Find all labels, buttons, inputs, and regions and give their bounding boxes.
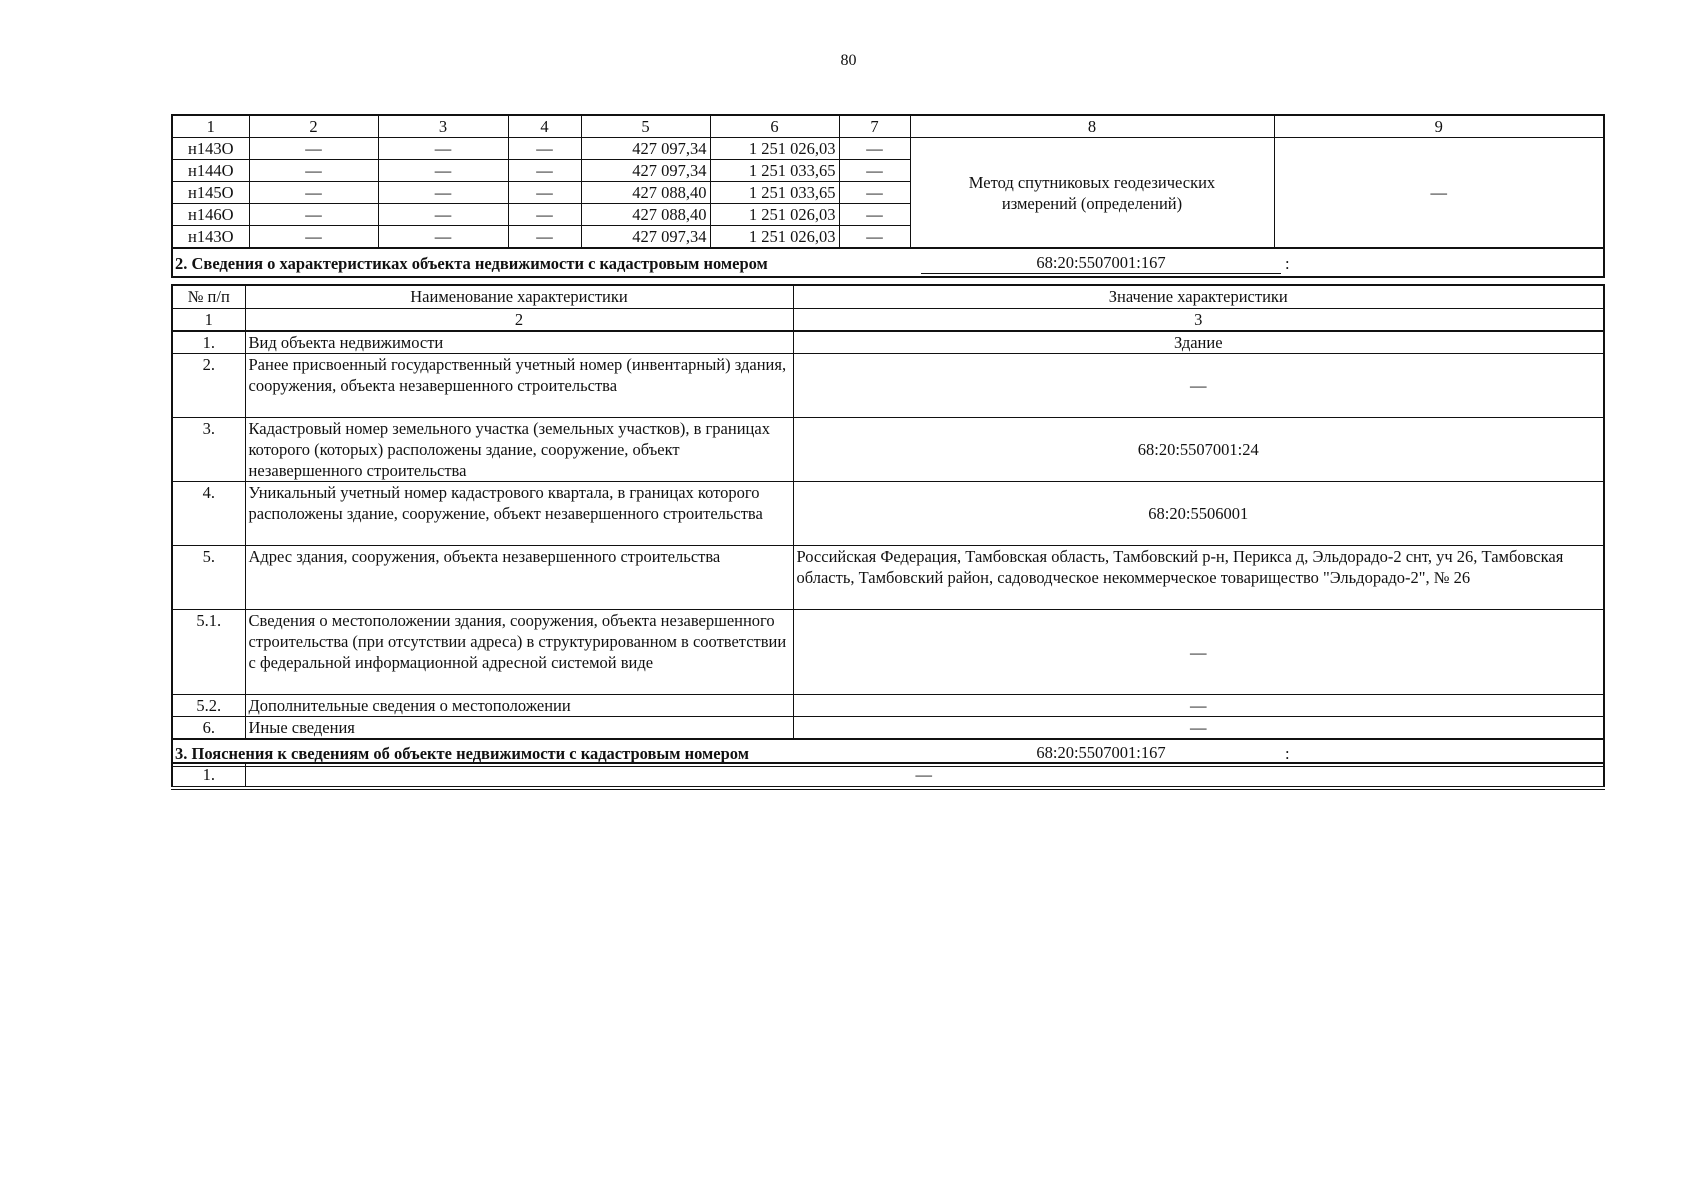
row-name: Вид объекта недвижимости: [245, 331, 793, 354]
cell: —: [508, 226, 581, 249]
row-number: 5.2.: [172, 695, 245, 717]
coords-header-row: [172, 115, 1604, 138]
table-row: [172, 695, 1604, 717]
coord-y: 1 251 026,03: [710, 138, 839, 160]
row-value: 68:20:5506001: [793, 482, 1604, 546]
header-number: № п/п: [172, 285, 245, 309]
coords-header-cell: 2: [249, 115, 378, 138]
cell: —: [839, 204, 910, 226]
row-number: 4.: [172, 482, 245, 546]
cell: —: [249, 160, 378, 182]
method-cell: Метод спутниковых геодезических измерений (определений): [910, 138, 1274, 249]
section3-title: 3. Пояснения к сведениям об объекте недвижимости с кадастровым номером: [175, 744, 749, 763]
cell: —: [378, 182, 508, 204]
coords-header-cell: 9: [1274, 115, 1604, 138]
table-row: [172, 610, 1604, 695]
table-row: [172, 354, 1604, 418]
section2-title: 2. Сведения о характеристиках объекта недвижимости с кадастровым номером: [175, 254, 768, 273]
row-value: —: [793, 354, 1604, 418]
row-name: Ранее присвоенный государственный учетный номер (инвентарный) здания, сооружения, объекта незавершенного строительства: [245, 354, 793, 418]
cell: —: [378, 204, 508, 226]
row-value: Российская Федерация, Тамбовская область, Тамбовский р-н, Перикса д, Эльдорадо-2 снт, уч 26, Тамбовская область, Тамбовский район, садоводческое некоммерческое товарищество "Эльдорадо-2", № 26: [793, 546, 1604, 610]
coord-x: 427 088,40: [581, 182, 710, 204]
col-number: 2: [245, 309, 793, 332]
section2-title-row: [172, 248, 1604, 277]
col-number: 1: [172, 309, 245, 332]
row-number: 3.: [172, 418, 245, 482]
row-name: Адрес здания, сооружения, объекта незавершенного строительства: [245, 546, 793, 610]
row-value: —: [793, 610, 1604, 695]
header-name: Наименование характеристики: [245, 285, 793, 309]
table-row: [172, 546, 1604, 610]
row-value: [245, 763, 1604, 788]
row-name: Уникальный учетный номер кадастрового квартала, в границах которого расположены здание, сооружение, объект незавершенного строительства: [245, 482, 793, 546]
coords-header-cell: 1: [172, 115, 249, 138]
row-number: 1.: [172, 331, 245, 354]
point-name: н143О: [172, 138, 249, 160]
coord-x: 427 088,40: [581, 204, 710, 226]
characteristics-numbers-row: [172, 309, 1604, 332]
characteristics-header-row: [172, 285, 1604, 309]
coords-header-cell: 4: [508, 115, 581, 138]
col9-cell: —: [1274, 138, 1604, 249]
section3-cad-number: 68:20:5507001:167: [921, 742, 1281, 764]
row-name: Сведения о местоположении здания, сооружения, объекта незавершенного строительства (при отсутствии адреса) в структурированном в соответствии с федеральной информационной адресной системой виде: [245, 610, 793, 695]
cell: —: [839, 138, 910, 160]
point-name: н146О: [172, 204, 249, 226]
row-number: 6.: [172, 717, 245, 740]
coordinates-table: [171, 114, 1605, 278]
cell: —: [508, 160, 581, 182]
cell: —: [839, 182, 910, 204]
cell: —: [378, 226, 508, 249]
coord-y: 1 251 026,03: [710, 226, 839, 249]
explanation-value: —: [915, 765, 932, 784]
coord-y: 1 251 026,03: [710, 204, 839, 226]
table-row: [172, 482, 1604, 546]
cell: —: [378, 138, 508, 160]
coords-header-cell: 6: [710, 115, 839, 138]
explanations-table: [171, 762, 1605, 790]
row-name: Кадастровый номер земельного участка (земельных участков), в границах которого (которых) расположены здание, сооружение, объект незавершенного строительства: [245, 418, 793, 482]
section2-title-cell: [172, 248, 1604, 277]
table-row: [172, 763, 1604, 788]
cell: —: [508, 204, 581, 226]
table-row: [172, 138, 1604, 160]
section2-colon: :: [1285, 254, 1290, 273]
coord-y: 1 251 033,65: [710, 182, 839, 204]
point-name: н143О: [172, 226, 249, 249]
section2-cad-number: 68:20:5507001:167: [921, 252, 1281, 274]
coord-y: 1 251 033,65: [710, 160, 839, 182]
section3-colon: :: [1285, 744, 1290, 763]
cell: —: [839, 160, 910, 182]
point-name: н145О: [172, 182, 249, 204]
cell: —: [508, 182, 581, 204]
coords-header-cell: 5: [581, 115, 710, 138]
point-name: н144О: [172, 160, 249, 182]
cell: —: [249, 226, 378, 249]
coords-header-cell: 3: [378, 115, 508, 138]
characteristics-table: [171, 284, 1605, 767]
cell: —: [378, 160, 508, 182]
table-row: [172, 331, 1604, 354]
row-number: 5.1.: [172, 610, 245, 695]
cell: —: [839, 226, 910, 249]
row-value: Здание: [793, 331, 1604, 354]
cell: —: [249, 138, 378, 160]
row-number: 5.: [172, 546, 245, 610]
cell: —: [249, 182, 378, 204]
header-value: Значение характеристики: [793, 285, 1604, 309]
cell: —: [249, 204, 378, 226]
table-row: [172, 418, 1604, 482]
col-number: 3: [793, 309, 1604, 332]
row-number: 2.: [172, 354, 245, 418]
coord-x: 427 097,34: [581, 138, 710, 160]
coord-x: 427 097,34: [581, 160, 710, 182]
table-row: [172, 717, 1604, 740]
row-value: —: [793, 717, 1604, 740]
row-value: 68:20:5507001:24: [793, 418, 1604, 482]
cell: —: [508, 138, 581, 160]
coords-header-cell: 7: [839, 115, 910, 138]
row-name: Иные сведения: [245, 717, 793, 740]
coord-x: 427 097,34: [581, 226, 710, 249]
row-number: 1.: [172, 763, 245, 788]
page-number: 80: [840, 52, 857, 69]
row-name: Дополнительные сведения о местоположении: [245, 695, 793, 717]
row-value: —: [793, 695, 1604, 717]
coords-header-cell: 8: [910, 115, 1274, 138]
